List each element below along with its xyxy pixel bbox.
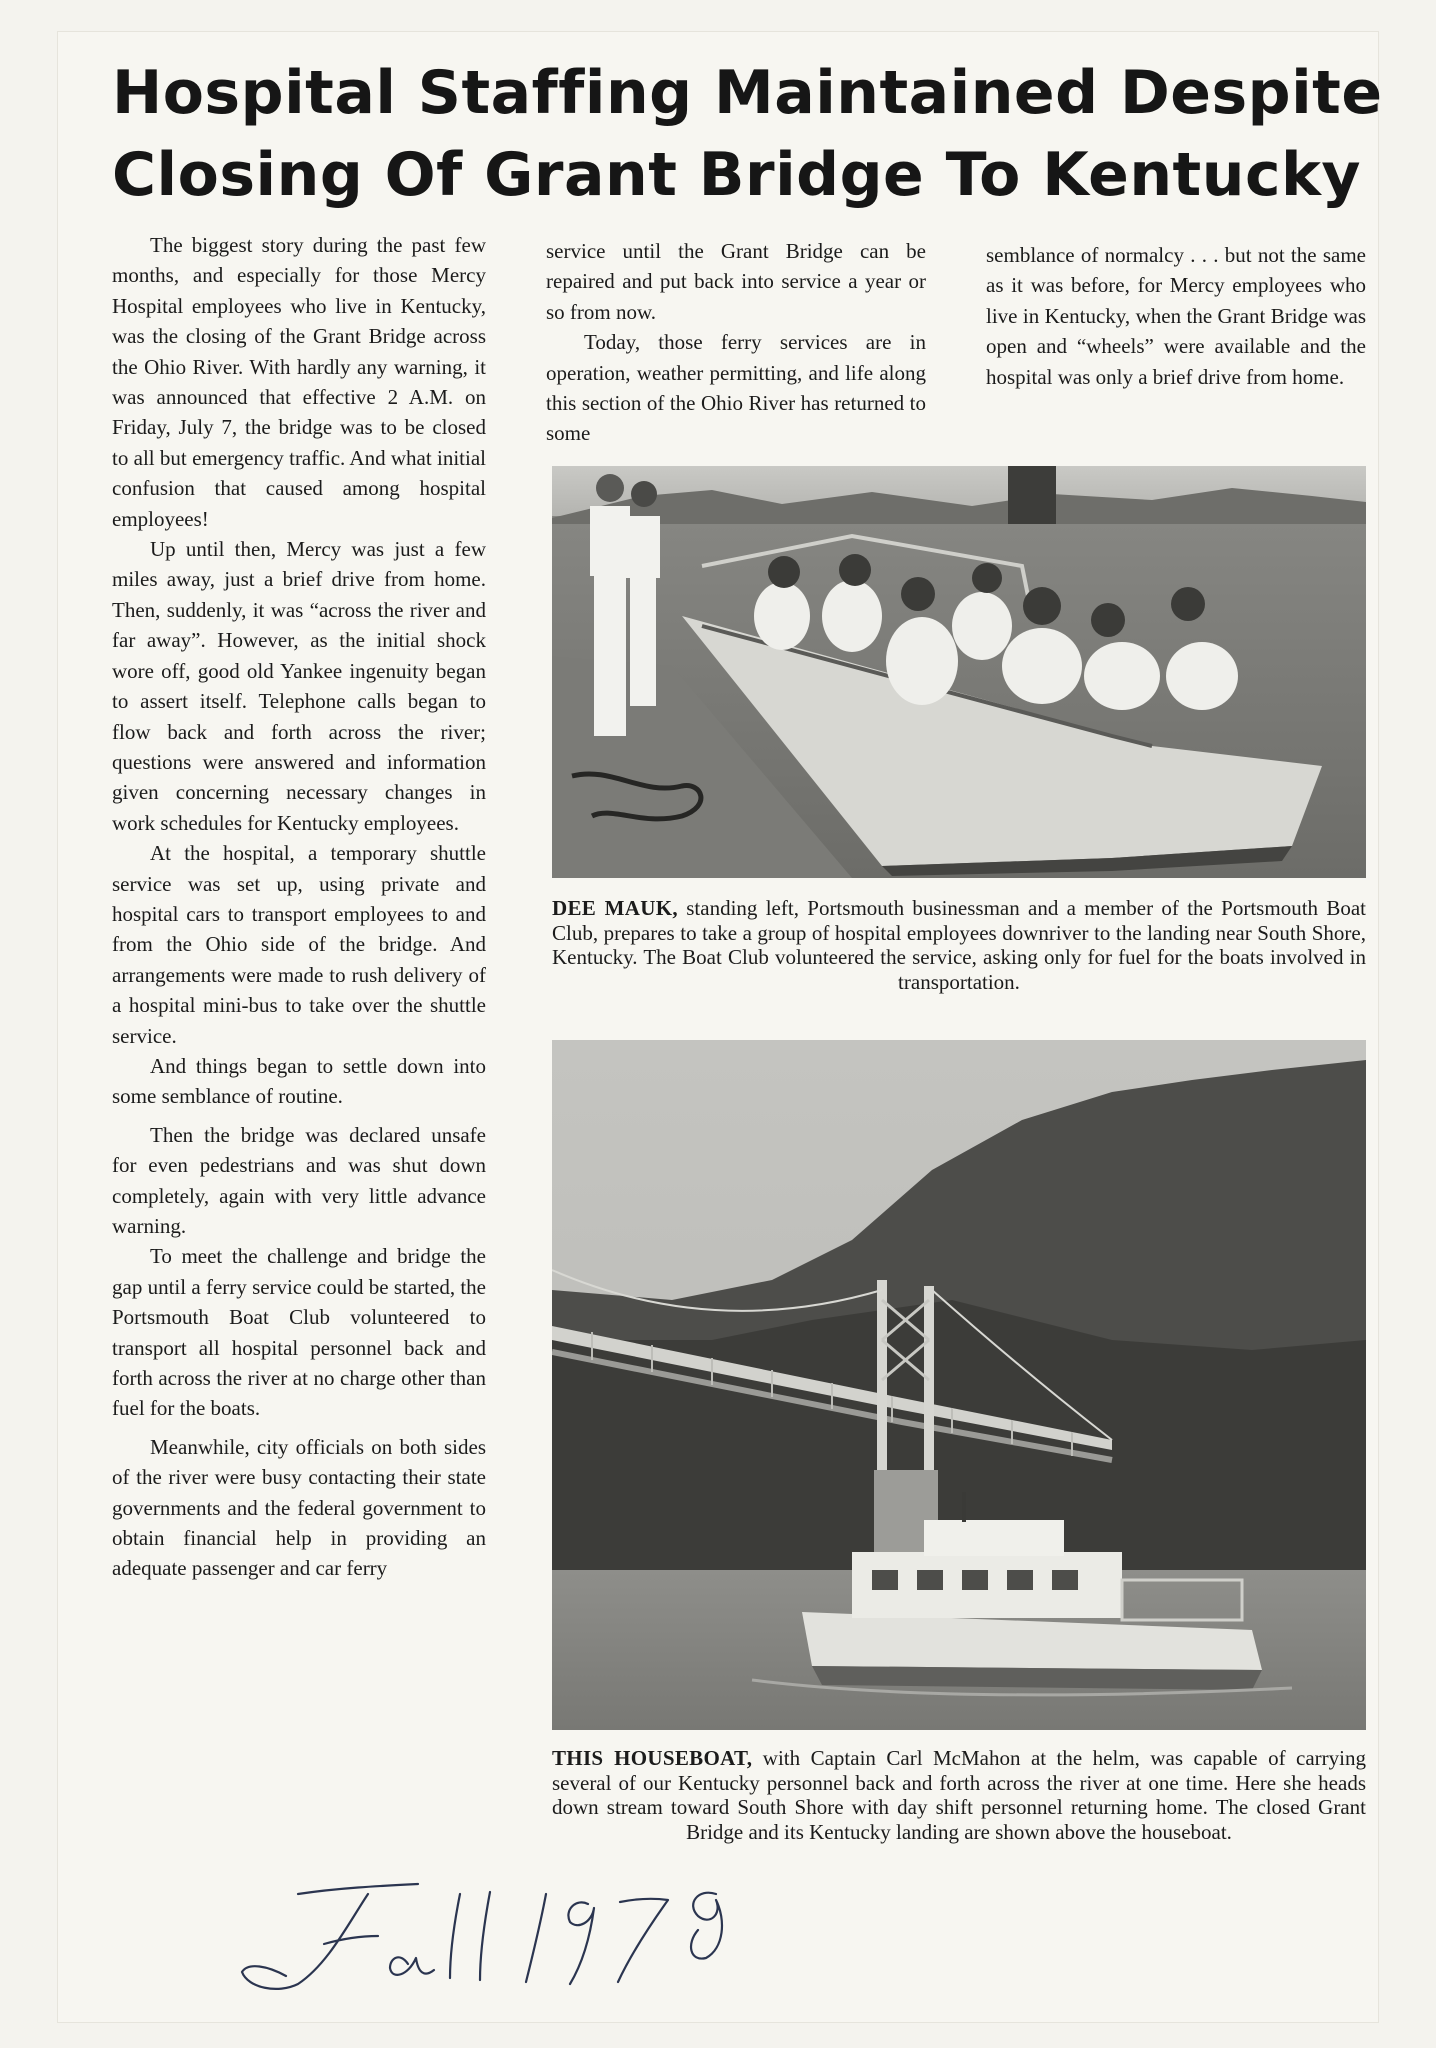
boat-photo-caption [552, 896, 1366, 994]
caption-text: with Captain Carl McMahon at the helm, was capable of carrying several of our Kentucky personnel back and forth across the river at one time. Here she heads down stream toward South Shore with day shift personnel returning home. The closed Grant Bridge and its Kentucky landing are shown above the houseboat. [552, 1746, 1366, 1844]
paragraph: service until the Grant Bridge can be repaired and put back into service a year or so from now. [546, 239, 926, 324]
caption-text: standing left, Portsmouth businessman and a member of the Portsmouth Boat Club, prepares to take a group of hospital employees downriver to the landing near South Shore, Kentucky. The Boat Club volunteered the service, asking only for fuel for the boats involved in transportation. [552, 896, 1366, 994]
paragraph: Up until then, Mercy was just a few miles away, just a brief drive from home. Then, suddenly, it was “across the river and far away”. However, as the initial shock wore off, good old Yankee ingenuity began to assert itself. Telephone calls began to flow back and forth across the river; questions were answered and information given concerning necessary changes in work schedules for Kentucky employees. [112, 537, 486, 835]
paragraph: And things began to settle down into some semblance of routine. [112, 1053, 486, 1109]
paragraph: To meet the challenge and bridge the gap until a ferry service could be started, the Portsmouth Boat Club volunteered to transport all hospital personnel back and forth across the river at no charge other than fuel for the boats. [112, 1244, 486, 1421]
houseboat-photo [552, 1040, 1366, 1730]
houseboat-photo-caption [552, 1746, 1366, 1844]
paragraph: Meanwhile, city officials on both sides of the river were busy contacting their state governments and the federal government to obtain financial help in providing an adequate passenger and car ferry [112, 1434, 486, 1581]
article-column-3 [986, 240, 1366, 392]
article-headline [112, 52, 1383, 216]
paragraph: The biggest story during the past few months, and especially for those Mercy Hospital employees who live in Kentucky, was the closing of the Grant Bridge across the Ohio River. With hardly any warning, it was announced that effective 2 A.M. on Friday, July 7, the bridge was to be closed to all but emergency traffic. And what initial confusion that caused among hospital employees! [112, 233, 486, 531]
paragraph: At the hospital, a temporary shuttle service was set up, using private and hospital cars to transport employees to and from the Ohio side of the bridge. And arrangements were made to rush delivery of a hospital mini-bus to take over the shuttle service. [112, 841, 486, 1048]
paragraph: semblance of normalcy . . . but not the same as it was before, for Mercy employees who live in Kentucky, when the Grant Bridge was open and “wheels” were available and the hospital was only a brief drive from home. [986, 243, 1366, 389]
handwritten-date-signature [228, 1854, 748, 2004]
article-column-1 [112, 230, 486, 1584]
paragraph: Then the bridge was declared unsafe for even pedestrians and was shut down completely, again with very little advance warning. [112, 1122, 486, 1238]
caption-lead: DEE MAUK, [552, 896, 678, 920]
caption-lead: THIS HOUSEBOAT, [552, 1746, 753, 1770]
boat-club-photo [552, 466, 1366, 878]
headline-line-2: Closing Of Grant Bridge To Kentucky [112, 140, 1362, 210]
paragraph: Today, those ferry services are in operation, weather permitting, and life along this section of the Ohio River has returned to some [546, 330, 926, 446]
article-column-2 [546, 236, 926, 449]
headline-line-1: Hospital Staffing Maintained Despite [112, 58, 1383, 128]
